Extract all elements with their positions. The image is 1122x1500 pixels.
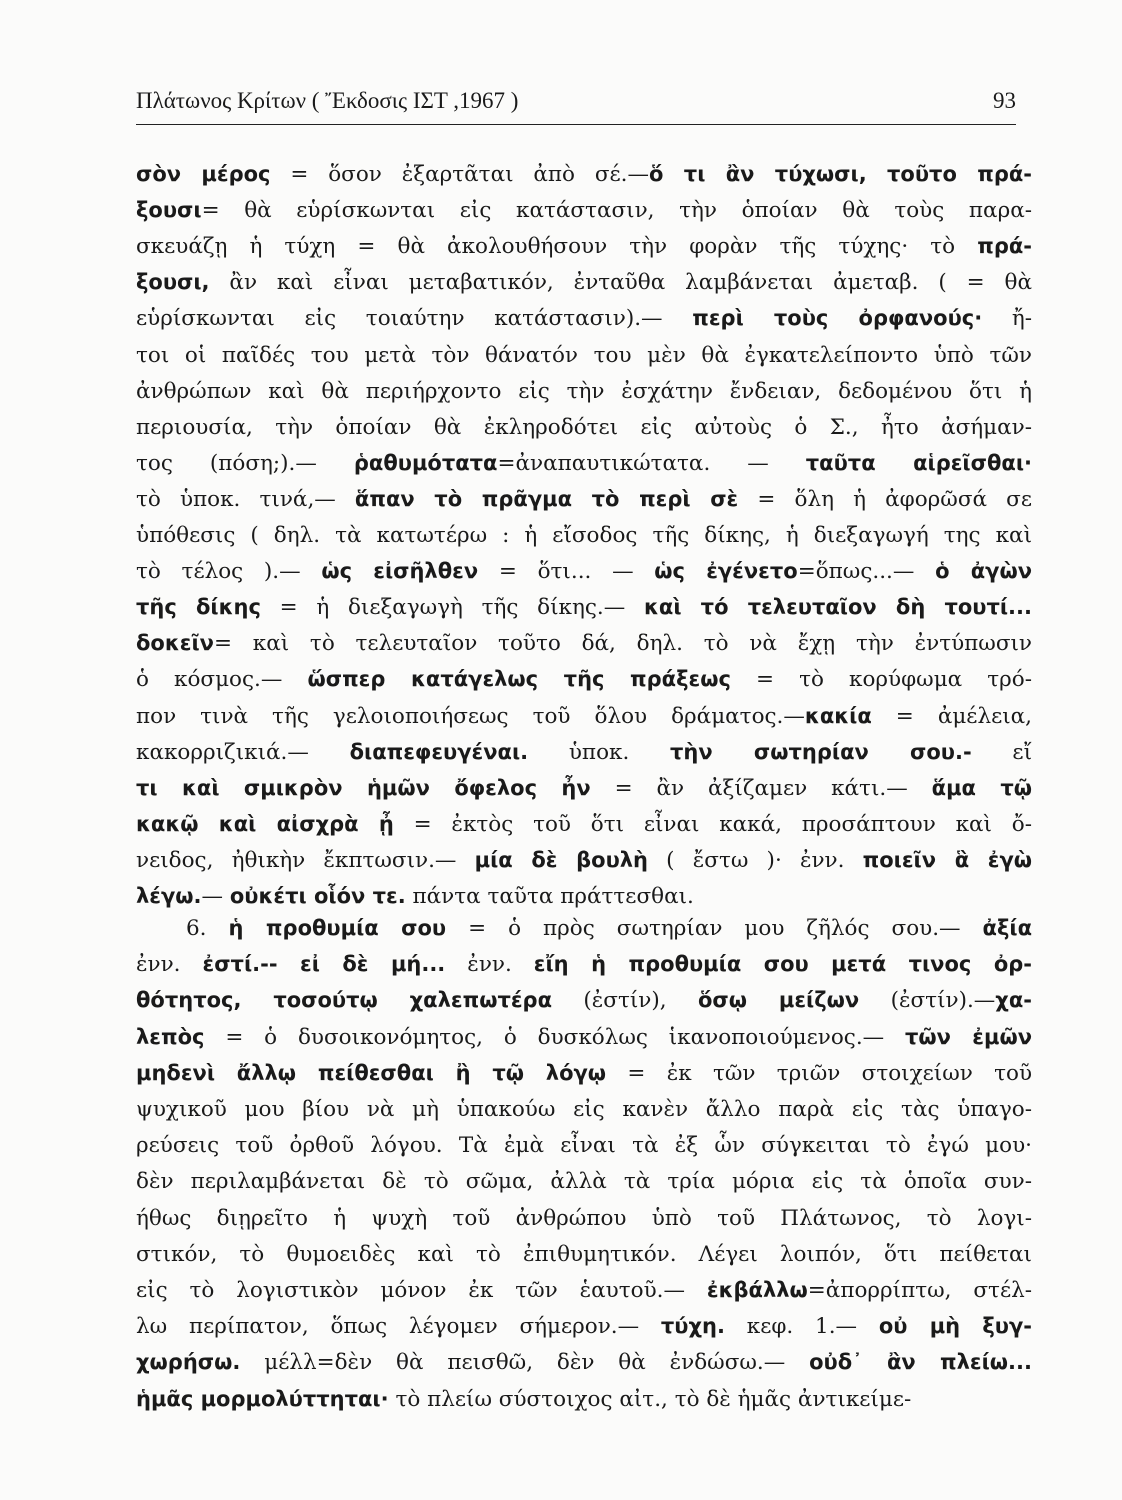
lemma-bold: κακῷ καὶ αἰσχρὰ ᾖ	[136, 811, 394, 836]
header-rule	[136, 124, 1016, 125]
gloss-text: τὸ πλείω σύστοιχος αἰτ., τὸ δὲ ἡμᾶς ἀντικείμε-	[388, 1386, 912, 1412]
gloss-text: = ὁ δυσοικονόμητος, ὁ δυσκόλως ἱκανοποιούμενος.—	[204, 1024, 906, 1050]
text-line	[136, 523, 1032, 548]
gloss-text: στικόν, τὸ θυμοειδὲς καὶ τὸ ἐπιθυμητικόν. Λέγει λοιπόν, ὅτι πείθεται	[136, 1241, 1032, 1267]
lemma-bold: λεπὸς	[136, 1024, 205, 1049]
lemma-bold: σὸν μέρος	[136, 162, 271, 186]
gloss-text: = ὅτι... —	[478, 559, 655, 585]
text-line	[136, 704, 1032, 729]
lemma-bold: ἐκβάλλω	[706, 1278, 808, 1302]
text-line	[136, 270, 1032, 295]
text-line	[136, 1350, 1032, 1375]
gloss-text: εἴ	[971, 739, 1032, 765]
gloss-text: σκευάζῃ ἡ τύχη = θὰ ἀκολουθήσουν τὴν φορὰν τῆς τύχης· τὸ	[136, 234, 978, 260]
text-line	[136, 595, 1032, 620]
lemma-bold: τύχη.	[660, 1314, 725, 1339]
text-line	[136, 884, 1032, 909]
gloss-text: ( ἔστω )· ἐνν.	[648, 847, 863, 873]
lemma-bold: ὅ τι ἂν τύχωσι, τοῦτο πρά-	[649, 162, 1032, 186]
text-line	[136, 812, 1032, 837]
page-number: 93	[993, 88, 1016, 113]
text-line	[136, 952, 1032, 977]
text-line	[136, 234, 1032, 259]
gloss-text: εὑρίσκωνται εἰς τοιαύτην κατάστασιν).—	[136, 306, 693, 332]
lemma-bold: τὴν σωτηρίαν σου.-	[670, 739, 972, 764]
gloss-text: ήθως διῃρεῖτο ἡ ψυχὴ τοῦ ἀνθρώπου ὑπὸ τοῦ Πλάτωνος, τὸ λογι-	[136, 1205, 1032, 1231]
lemma-bold: κακία	[804, 703, 872, 728]
lemma-bold: θότητος, τοσούτῳ χαλεπωτέρα	[136, 988, 552, 1013]
text-line	[136, 162, 1032, 187]
gloss-text: ὑπόθεσις ( δηλ. τὰ κατωτέρω : ἡ εἴσοδος τῆς δίκης, ἡ διεξαγωγή της καὶ	[136, 523, 1032, 548]
text-line	[136, 198, 1032, 223]
gloss-text: δὲν περιλαμβάνεται δὲ τὸ σῶμα, ἀλλὰ τὰ τρία μόρια εἰς τὰ ὁποῖα συν-	[136, 1169, 1032, 1195]
text-line	[136, 343, 1032, 368]
gloss-text: = τὸ κορύφωμα τρό-	[730, 667, 1033, 693]
lemma-bold: τῆς δίκης	[136, 595, 261, 620]
text-line	[136, 1025, 1032, 1050]
gloss-text: ὁ κόσμος.—	[136, 667, 308, 693]
gloss-text: περιουσία, τὴν ὁποίαν θὰ ἐκληροδότει εἰς αὐτοὺς ὁ Σ., ἦτο ἀσήμαν-	[136, 414, 1032, 440]
gloss-text: τοι οἱ παῖδές του μετὰ τὸν θάνατόν του μὲν θὰ ἐγκατελείποντο ὑπὸ τῶν	[136, 342, 1032, 368]
gloss-text: = ὅλη ἡ ἀφορῶσά σε	[738, 486, 1032, 512]
gloss-text: ἂν καὶ εἶναι μεταβατικόν, ἐνταῦθα λαμβάνεται ἀμεταβ. ( = θὰ	[209, 270, 1032, 296]
lemma-bold: ξουσι	[136, 198, 202, 223]
gloss-text: 6.	[186, 916, 229, 941]
gloss-text: = ἀμέλεια,	[871, 703, 1032, 729]
text-line	[136, 776, 1032, 801]
gloss-text: λω περίπατον, ὅπως λέγομεν σήμερον.—	[136, 1314, 661, 1340]
gloss-text: κεφ. 1.—	[724, 1314, 879, 1340]
gloss-text: =ὅπως...—	[797, 559, 936, 585]
gloss-text: ἐνν.	[445, 952, 534, 978]
lemma-bold: ἀξία	[982, 916, 1032, 940]
lemma-bold: ὅσῳ μείζων	[698, 988, 860, 1013]
gloss-text: ἀνθρώπων καὶ θὰ περιήρχοντο εἰς τὴν ἐσχάτην ἔνδειαν, δεδομένου ὅτι ἡ	[136, 378, 1032, 404]
text-line	[136, 306, 1032, 331]
lemma-bold: ποιεῖν ἃ ἐγὼ	[862, 847, 1033, 872]
text-line	[136, 740, 1032, 765]
text-line	[136, 1314, 1032, 1339]
lemma-bold: ἡ προθυμία σου	[228, 916, 447, 940]
text-line	[136, 667, 1032, 692]
lemma-bold: καὶ τό τελευταῖον δὴ τουτί...	[643, 595, 1032, 620]
lemma-bold: χα-	[995, 988, 1032, 1013]
gloss-text: = ὁ πρὸς σωτηρίαν μου ζῆλός σου.—	[446, 916, 983, 941]
lemma-bold: ταῦτα αἱρεῖσθαι·	[805, 450, 1032, 475]
text-line	[136, 415, 1032, 440]
lemma-bold: ἐστί.-- εἰ δὲ μή...	[202, 952, 446, 977]
gloss-text: = θὰ εὑρίσκωνται εἰς κατάστασιν, τὴν ὁποίαν θὰ τοὺς παρα-	[201, 198, 1032, 224]
gloss-text: πάντα ταῦτα πράττεσθαι.	[405, 884, 694, 909]
gloss-text: ὑποκ.	[528, 739, 671, 765]
lemma-bold: ὁ ἀγὼν	[935, 559, 1033, 584]
gloss-text: μέλλ=δὲν θὰ πεισθῶ, δὲν θὰ ἐνδώσω.—	[240, 1350, 810, 1376]
gloss-text: πον τινὰ τῆς γελοιοποιήσεως τοῦ ὅλου δράματος.—	[136, 703, 805, 729]
text-line	[186, 916, 1032, 941]
text-line	[136, 1206, 1032, 1231]
lemma-bold: τι καὶ σμικρὸν ἡμῶν ὄφελος ἦν	[136, 775, 591, 800]
lemma-bold: ἅπαν τὸ πρᾶγμα τὸ περὶ σὲ	[354, 486, 739, 511]
lemma-bold: ὥσπερ κατάγελως τῆς πράξεως	[307, 667, 731, 692]
lemma-bold: μία δὲ βουλὴ	[474, 847, 648, 872]
lemma-bold: διαπεφευγέναι.	[349, 739, 529, 764]
lemma-bold: οὐκέτι οἷόν τε.	[229, 884, 406, 908]
gloss-text: = ἐκτὸς τοῦ ὅτι εἶναι κακά, προσάπτουν καὶ ὄ-	[393, 811, 1032, 837]
text-line	[136, 559, 1032, 584]
gloss-text: = καὶ τὸ τελευταῖον τοῦτο δά, δηλ. τὸ νὰ ἔχῃ τὴν ἐντύπωσιν	[213, 631, 1032, 657]
lemma-bold: ὡς ἐγένετο	[654, 559, 798, 584]
gloss-text: εἰς τὸ λογιστικὸν μόνον ἐκ τῶν ἑαυτοῦ.—	[136, 1278, 707, 1303]
lemma-bold: οὐδ᾽ ἂν πλείω...	[809, 1350, 1032, 1375]
gloss-text: ἤ-	[982, 306, 1033, 332]
gloss-text: = ἂν ἀξίζαμεν κάτι.—	[590, 775, 932, 801]
lemma-bold: περὶ τοὺς ὀρφανούς·	[692, 306, 983, 331]
text-line	[136, 1097, 1032, 1122]
text-line	[136, 451, 1032, 476]
text-line	[136, 848, 1032, 873]
text-line	[136, 631, 1032, 656]
gloss-text: τος (πόση;).—	[136, 450, 354, 476]
lemma-bold: χωρήσω.	[136, 1350, 241, 1375]
gloss-text: ψυχικοῦ μου βίου νὰ μὴ ὑπακούω εἰς κανὲν ἄλλο παρὰ εἰς τὰς ὑπαγο-	[136, 1097, 1032, 1122]
lemma-bold: τῶν ἐμῶν	[905, 1024, 1032, 1049]
text-line	[136, 988, 1032, 1013]
lemma-bold: ὡς εἰσῆλθεν	[321, 559, 479, 584]
text-line	[136, 1242, 1032, 1267]
gloss-text: νειδος, ἠθικὴν ἔκπτωσιν.—	[136, 847, 475, 873]
lemma-bold: μηδενὶ ἄλλῳ πείθεσθαι ἢ τῷ λόγῳ	[136, 1060, 607, 1085]
gloss-text: = ἐκ τῶν τριῶν στοιχείων τοῦ	[606, 1060, 1033, 1086]
text-line	[136, 487, 1032, 512]
lemma-bold: λέγω.	[136, 884, 202, 908]
gloss-text: = ὅσον ἐξαρτᾶται ἀπὸ σέ.—	[270, 162, 650, 187]
gloss-text: =ἀναπαυτικώτατα. —	[497, 450, 806, 476]
gloss-text: ἐνν.	[136, 952, 203, 978]
lemma-bold: ῥαθυμότατα	[353, 450, 498, 475]
text-line	[136, 379, 1032, 404]
lemma-bold: ξουσι,	[136, 270, 210, 295]
lemma-bold: πρά-	[977, 234, 1032, 259]
lemma-bold: ἡμᾶς μορμολύττηται·	[136, 1386, 389, 1411]
gloss-text: ρεύσεις τοῦ ὀρθοῦ λόγου. Τὰ ἐμὰ εἶναι τὰ ἐξ ὧν σύγκειται τὸ ἐγώ μου·	[136, 1133, 1032, 1159]
gloss-text: (ἐστίν).—	[859, 988, 996, 1014]
text-line	[136, 1387, 1032, 1412]
lemma-bold: δοκεῖν	[136, 631, 214, 656]
text-line	[136, 1061, 1032, 1086]
lemma-bold: εἴη ἡ προθυμία σου μετά τινος ὀρ-	[533, 952, 1032, 977]
lemma-bold: οὐ μὴ ξυγ-	[878, 1314, 1032, 1339]
text-line	[136, 1278, 1032, 1303]
gloss-text: =ἀπορρίπτω, στέλ-	[807, 1278, 1032, 1303]
running-title: Πλάτωνος Κρίτων ( Ἔκδοσις ΙΣΤ ,1967 )	[136, 88, 519, 113]
gloss-text: τὸ τέλος ).—	[136, 559, 322, 585]
gloss-text: (ἐστίν),	[552, 988, 698, 1014]
text-line	[136, 1169, 1032, 1194]
lemma-bold: ἅμα τῷ	[931, 775, 1032, 800]
text-line	[136, 1133, 1032, 1158]
gloss-text: κακορριζικιά.—	[136, 739, 350, 765]
gloss-text: —	[201, 884, 230, 909]
gloss-text: τὸ ὑποκ. τινά,—	[136, 486, 355, 512]
gloss-text: = ἡ διεξαγωγὴ τῆς δίκης.—	[260, 595, 644, 621]
